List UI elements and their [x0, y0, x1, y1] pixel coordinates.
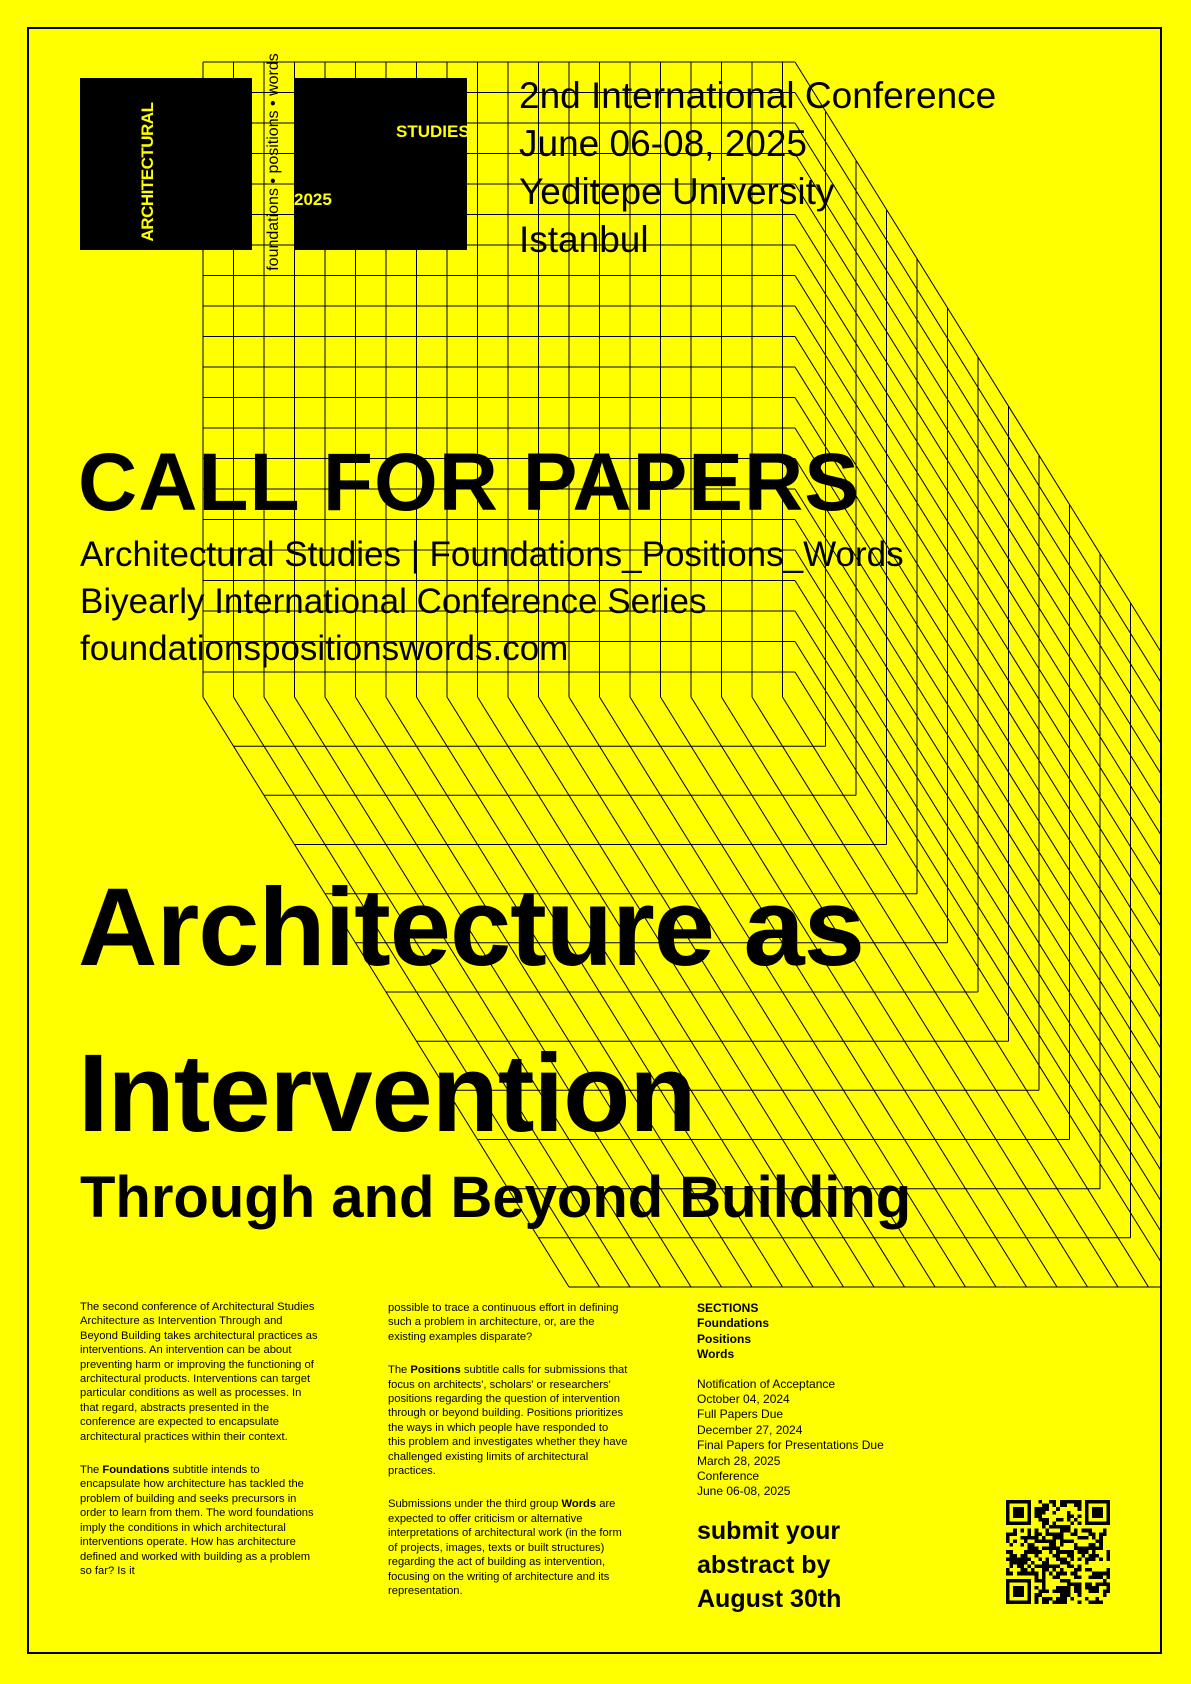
theme-title-line1: Architecture as — [78, 866, 864, 989]
section-item: Positions — [697, 1331, 752, 1346]
conference-city: Istanbul — [519, 219, 649, 260]
logo-block-left — [80, 78, 252, 250]
foundations-term: Foundations — [102, 1464, 170, 1477]
foundations-lead: The — [80, 1464, 103, 1477]
conference-info — [519, 72, 996, 264]
qr-code-icon[interactable] — [1006, 1500, 1110, 1604]
submit-call-to-action — [697, 1514, 957, 1616]
date-label: Full Papers Due — [697, 1407, 784, 1422]
date-value: October 04, 2024 — [697, 1392, 790, 1407]
call-for-papers-details — [80, 531, 904, 672]
positions-lead: The — [388, 1364, 411, 1377]
conference-venue: Yeditepe University — [519, 171, 835, 212]
logo-word-studies: STUDIES — [396, 122, 470, 141]
logo-word-architectural: ARCHITECTURAL — [138, 102, 157, 242]
section-item: Words — [697, 1347, 735, 1362]
date-value: June 06-08, 2025 — [697, 1484, 791, 1499]
text-column-2 — [388, 1301, 628, 1617]
conference-dates: June 06-08, 2025 — [519, 123, 808, 164]
theme-title — [78, 845, 864, 1177]
theme-title-line2: Intervention — [78, 1032, 696, 1155]
logo-year: 2025 — [294, 190, 332, 209]
date-label: Final Papers for Presentations Due — [697, 1438, 884, 1453]
submit-deadline: August 30th — [697, 1584, 842, 1613]
submit-line2: abstract by — [697, 1550, 831, 1579]
foundations-continued: possible to trace a continuous effort in defining such a problem in architecture, or, are the existing examples disparate? — [388, 1302, 619, 1343]
positions-term: Positions — [410, 1364, 461, 1377]
words-lead: Submissions under the third group — [388, 1498, 562, 1511]
text-column-1 — [80, 1300, 320, 1597]
conference-edition: 2nd International Conference — [519, 75, 997, 116]
website-link[interactable]: foundationspositionswords.com — [80, 629, 569, 668]
logo-block-right — [295, 78, 467, 250]
text-column-3 — [697, 1301, 957, 1616]
intro-paragraph: The second conference of Architectural Studies Architecture as Intervention Through and Beyond Building takes architectural practices as interventions. An intervention can be about preventing harm or improving the functioning of architectural products. Interventions can target particular conditions as well as processes. In that regard, abstracts presented in the conference are expected to encapsulate architectural practices within their context. — [80, 1301, 318, 1443]
date-label: Conference — [697, 1469, 760, 1484]
foundations-text: subtitle intends to encapsulate how architecture has tackled the problem of building and seeks precursors in order to learn from them. The word foundations imply the conditions in which architectural interventions operate. How has architecture defined and worked with building as a problem so far? Is it — [80, 1464, 314, 1577]
date-label: Notification of Acceptance — [697, 1376, 836, 1391]
theme-subtitle: Through and Beyond Building — [80, 1165, 912, 1230]
logo-tagline: foundations • positions • words — [265, 53, 282, 271]
qr-modules — [1006, 1500, 1110, 1604]
call-for-papers-title: CALL FOR PAPERS — [78, 437, 860, 528]
series-description: Biyearly International Conference Series — [80, 582, 707, 621]
words-text: are expected to offer criticism or alternative interpretations of architectural work (in the form of projects, images, texts or built structures) regarding the act of building as intervention, focusing on the writing of architecture and its representation. — [388, 1498, 622, 1597]
important-dates — [697, 1377, 957, 1500]
sections-list — [697, 1301, 957, 1363]
foundations-paragraph — [80, 1463, 320, 1578]
date-value: March 28, 2025 — [697, 1453, 781, 1468]
positions-paragraph — [388, 1363, 628, 1478]
positions-text: subtitle calls for submissions that focus on architects', scholars' or researchers' positions regarding the question of intervention through or beyond building. Positions prioritizes the ways in which people have responded to this problem and investigates whether they have challenged existing limits of architectural practices. — [388, 1364, 628, 1478]
words-term: Words — [561, 1498, 597, 1511]
sections-heading: SECTIONS — [697, 1301, 759, 1315]
series-name: Architectural Studies | Foundations_Positions_Words — [80, 535, 904, 574]
section-item: Foundations — [697, 1316, 769, 1331]
words-paragraph — [388, 1497, 628, 1598]
date-value: December 27, 2024 — [697, 1422, 803, 1437]
submit-line1: submit your — [697, 1516, 841, 1545]
